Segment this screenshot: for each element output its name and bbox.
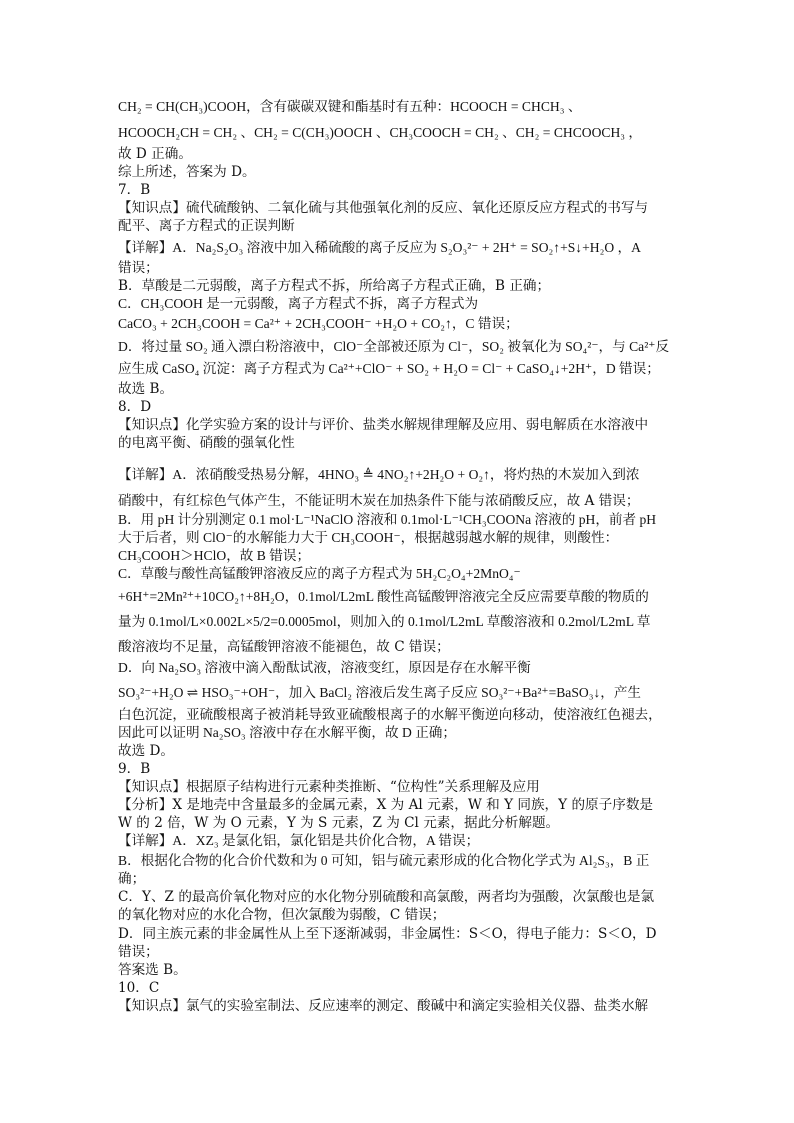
explanation-line: 【详解】A．Na₂S₂O₃ 溶液中加入稀硫酸的离子反应为 S₂O₃²⁻ + 2H⁺ = SO₂↑+S↓+H₂O ，A [118,240,641,255]
knowledge-point: 【知识点】氯气的实验室制法、反应速率的测定、酸碱中和滴定实验相关仪器、盐类水解 [118,998,649,1014]
text-line: 的电离平衡、硝酸的强氧化性 [118,435,295,451]
text-line: 白色沉淀，亚硫酸根离子被消耗导致亚硫酸根离子的水解平衡逆向移动，使溶液红色褪去， [118,707,662,723]
text-line: 故选 B。 [118,381,174,397]
question-number: 9．B [118,761,151,777]
text-line: CH₃COOH＞HClO，故 B 错误； [118,548,311,563]
text-line: C．CH₃COOH 是一元弱酸，离子方程式不拆，离子方程式为 [118,296,479,311]
text-line: 酸溶液均不足量，高锰酸钾溶液不能褪色，故 C 错误； [118,639,450,655]
text-line: C．草酸与酸性高锰酸钾溶液反应的离子方程式为 5H₂C₂O₄+2MnO₄⁻ [118,566,521,581]
equation-line: SO₃²⁻+H₂O ⇌ HSO₃⁻+OH⁻，加入 BaCl₂ 溶液后发生离子反应 SO₃²⁻+Ba²⁺=BaSO₃↓，产生 [118,685,642,700]
text-line: W 的 2 倍，W 为 O 元素，Y 为 S 元素，Z 为 Cl 元素，据此分析解题。 [118,815,560,831]
knowledge-point: 【知识点】硫代硫酸钠、二氧化硫与其他强氧化剂的反应、氧化还原反应方程式的书写与 [118,200,649,216]
analysis-line: 【分析】X 是地壳中含量最多的金属元素，X 为 Al 元素，W 和 Y 同族，Y 的原子序数是 [118,797,654,813]
text-line: 大于后者，则 ClO⁻的水解能力大于 CH₃COOH⁻，根据越弱越水解的规律，则酸性： [118,530,619,545]
text-line: CH₂ = CH(CH₃)COOH，含有碳碳双键和酯基时有五种：HCOOCH = CHCH₃ 、 [118,99,582,114]
text-line: B．草酸是二元弱酸，离子方程式不拆，所给离子方程式正确，B 正确； [118,278,551,294]
knowledge-point: 【知识点】化学实验方案的设计与评价、盐类水解规律理解及应用、弱电解质在水溶液中 [118,417,649,433]
text-line: 故 D 正确。 [118,146,192,162]
text-line: D．将过量 SO₂ 通入漂白粉溶液中，ClO⁻全部被还原为 Cl⁻，SO₂ 被氧化为 SO₄²⁻，与 Ca²⁺反 [118,339,670,354]
text-line: D．同主族元素的非金属性从上至下逐渐减弱，非金属性：S＜O，得电子能力：S＜O，D [118,926,657,942]
equation-line: +6H⁺=2Mn²⁺+10CO₂↑+8H₂O，0.1mol/L2mL 酸性高锰酸钾溶液完全反应需要草酸的物质的 [118,589,649,604]
equation-line: 应生成 CaSO₄ 沉淀：离子方程式为 Ca²⁺+ClO⁻ + SO₂ + H₂O = Cl⁻ + CaSO₄↓+2H⁺，D 错误； [118,361,660,376]
text-line: B．根据化合物的化合价代数和为 0 可知，铝与硫元素形成的化合物化学式为 Al₂S₃，B 正 [118,853,650,868]
text-line: C．Y、Z 的最高价氧化物对应的水化物分别硫酸和高氯酸，两者均为强酸，次氯酸也是氯 [118,889,655,905]
equation-line: CaCO₃ + 2CH₃COOH = Ca²⁺ + 2CH₃COOH⁻ +H₂O + CO₂↑，C 错误； [118,316,519,331]
text-line: 综上所述，答案为 D。 [118,164,256,180]
equation-line: 量为 0.1mol/L×0.002L×5/2=0.0005mol，则加入的 0.1mol/L2mL 草酸溶液和 0.2mol/L2mL 草 [118,614,651,629]
text-line: 确； [118,871,146,887]
text-line: 的氧化物对应的水化合物，但次氯酸为弱酸，C 错误； [118,907,446,923]
explanation-line: 【详解】A．XZ₃ 是氯化铝，氯化铝是共价化合物，A 错误； [118,833,480,848]
text-line: 因此可以证明 Na₂SO₃ 溶液中存在水解平衡，故 D 正确； [118,725,456,740]
explanation-line: 【详解】A．浓硝酸受热易分解，4HNO₃ ≜ 4NO₂↑+2H₂O + O₂↑，将灼热的木炭加入到浓 [118,467,640,482]
knowledge-point: 【知识点】根据原子结构进行元素种类推断、“位构性”关系理解及应用 [118,779,540,795]
question-number: 10．C [118,980,160,996]
text-line: 错误； [118,260,159,276]
question-number: 8．D [118,399,152,415]
text-line: B．用 pH 计分别测定 0.1 mol·L⁻¹NaClO 溶液和 0.1mol·L⁻¹CH₃COONa 溶液的 pH，前者 pH [118,512,657,527]
text-line: 答案选 B。 [118,962,187,978]
text-line: 配平、离子方程式的正误判断 [118,218,295,234]
question-number: 7．B [118,182,151,198]
text-line: HCOOCH₂CH = CH₂ 、CH₂ = C(CH₃)OOCH 、CH₃COOCH = CH₂ 、CH₂ = CHCOOCH₃ ， [118,125,643,140]
text-line: 错误； [118,944,159,960]
text-line: 硝酸中，有红棕色气体产生，不能证明木炭在加热条件下能与浓硝酸反应，故 A 错误； [118,493,640,509]
text-line: D．向 Na₂SO₃ 溶液中滴入酚酞试液，溶液变红，原因是存在水解平衡 [118,660,531,675]
text-line: 故选 D。 [118,743,175,759]
